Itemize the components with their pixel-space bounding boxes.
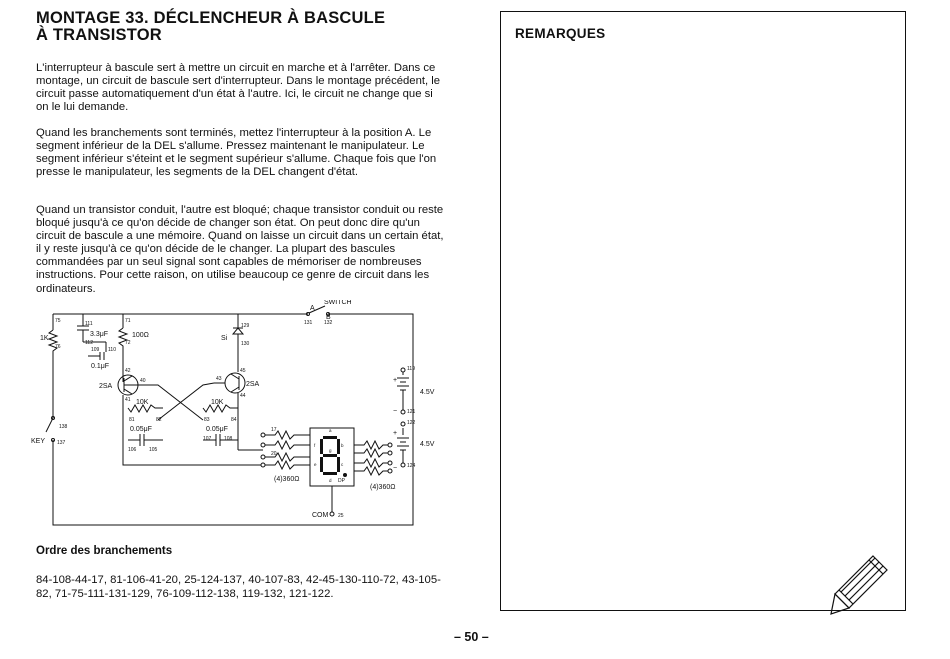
label-1k: 1K	[40, 335, 49, 342]
paragraph-3: Quand un transistor conduit, l'autre est bloqué; chaque transistor conduit ou reste bloqué jusqu'à ce qu'on décide de changer son état. On peut donc dire qu'un circuit de bascule a une mémoire. Quand on laisse un circuit dans un certain état, il y reste jusqu'à ce qu'on décide de le changer. La plupart des bascules commandées par un seul signal sont capables de mémoriser de nombreuses instructions. Pour cette raison, on utilise beaucoup ce genre de circuit dans les ordinateurs.	[36, 204, 444, 295]
segment-d: d	[329, 478, 332, 483]
terminal-112: 112	[85, 340, 93, 346]
label-plus-1: +	[393, 377, 398, 384]
label-360-left: (4)360Ω	[274, 476, 300, 483]
label-360-right: (4)360Ω	[370, 484, 396, 491]
terminal-42: 42	[125, 368, 131, 374]
connections-title: Ordre des branchements	[36, 545, 173, 557]
terminal-43: 43	[216, 376, 222, 382]
label-plus-2: +	[393, 430, 398, 437]
segment-b: b	[341, 443, 344, 448]
page-title	[36, 10, 446, 44]
page-number: – 50 –	[454, 630, 489, 644]
terminal-121: 121	[407, 409, 416, 415]
paragraph-2: Quand les branchements sont terminés, mettez l'interrupteur à la position A. Le segment inférieur de la DEL s'allume. Pressez maintenant le manipulateur. Le segment inférieur s'éteint et le segment supérieur s'allume. Chaque fois que l'on presse le manipulateur, les segments de la DEL changent d'état.	[36, 127, 437, 179]
label-10k-2: 10K	[211, 399, 224, 406]
terminal-108: 108	[224, 436, 233, 442]
terminal-106: 106	[128, 447, 137, 453]
terminal-137: 137	[57, 440, 66, 446]
connections-list: 84-108-44-17, 81-106-41-20, 25-124-137, 40-107-83, 42-45-130-110-72, 43-105-82, 71-75-111-131-129, 76-109-112-138, 119-132, 121-122.	[36, 574, 441, 600]
label-minus-2: −	[393, 465, 398, 472]
terminal-122: 122	[407, 420, 416, 426]
segment-g: g	[329, 448, 332, 453]
terminal-110: 110	[108, 347, 116, 353]
label-4-5v-2: 4.5V	[420, 441, 435, 448]
label-com: COM	[312, 512, 329, 519]
terminal-20: 20	[271, 451, 277, 457]
title-line-2: À TRANSISTOR	[36, 26, 162, 44]
terminal-129: 129	[241, 323, 250, 329]
terminal-138: 138	[59, 424, 68, 430]
label-dp: DP	[338, 478, 345, 484]
label-0-05uf-2: 0.05μF	[206, 426, 228, 433]
label-minus-1: −	[393, 408, 398, 415]
label-si: Si	[221, 335, 228, 342]
label-3-3uf: 3.3μF	[90, 331, 109, 338]
circuit-diagram	[28, 300, 448, 528]
terminal-130: 130	[241, 341, 250, 347]
terminal-107: 107	[203, 436, 212, 442]
terminal-25: 25	[338, 513, 344, 519]
terminal-109: 109	[91, 347, 100, 353]
terminal-82: 82	[156, 417, 162, 423]
terminal-83: 83	[204, 417, 210, 423]
terminal-17: 17	[271, 427, 277, 433]
label-a: A	[310, 305, 315, 312]
label-2sa-1: 2SA	[99, 383, 113, 390]
terminal-75: 75	[55, 318, 61, 324]
notes-title: REMARQUES	[515, 26, 606, 41]
terminal-40: 40	[140, 378, 146, 384]
label-0-1uf: 0.1μF	[91, 363, 110, 370]
terminal-131: 131	[304, 320, 313, 326]
label-10k-1: 10K	[136, 399, 149, 406]
segment-f: f	[314, 443, 316, 448]
terminal-71: 71	[125, 318, 131, 324]
terminal-45: 45	[240, 368, 246, 374]
terminal-44: 44	[240, 393, 246, 399]
notes-box	[500, 11, 906, 611]
label-2sa-2: 2SA	[246, 381, 260, 388]
terminal-119: 119	[407, 366, 415, 372]
label-key: KEY	[31, 438, 46, 445]
terminal-81: 81	[129, 417, 135, 423]
segment-e: e	[314, 462, 317, 467]
segment-a: a	[329, 428, 332, 433]
terminal-76: 76	[55, 344, 61, 350]
terminal-124: 124	[407, 463, 416, 469]
label-switch: SWITCH	[324, 300, 352, 306]
terminal-72: 72	[125, 340, 131, 346]
label-b: B	[326, 314, 331, 321]
label-4-5v-1: 4.5V	[420, 389, 435, 396]
paragraph-1: L'interrupteur à bascule sert à mettre un circuit en marche et à l'arrêter. Dans ce montage, un circuit de bascule sert d'interrupteur. Dans le montage précédent, le circuit passe automatiquement d'un état à l'autre. Ici, le circuit ne change que si on le lui demande.	[36, 62, 441, 114]
label-100-ohm: 100Ω	[132, 332, 149, 339]
terminal-41: 41	[125, 397, 131, 403]
left-column	[36, 9, 446, 295]
segment-c: c	[341, 462, 344, 467]
label-0-05uf-1: 0.05μF	[130, 426, 152, 433]
terminal-84: 84	[231, 417, 237, 423]
terminal-105: 105	[149, 447, 158, 453]
terminal-132: 132	[324, 320, 333, 326]
pencil-icon	[825, 550, 895, 620]
title-line-1: MONTAGE 33. DÉCLENCHEUR À BASCULE	[36, 9, 386, 27]
terminal-111: 111	[85, 321, 93, 327]
